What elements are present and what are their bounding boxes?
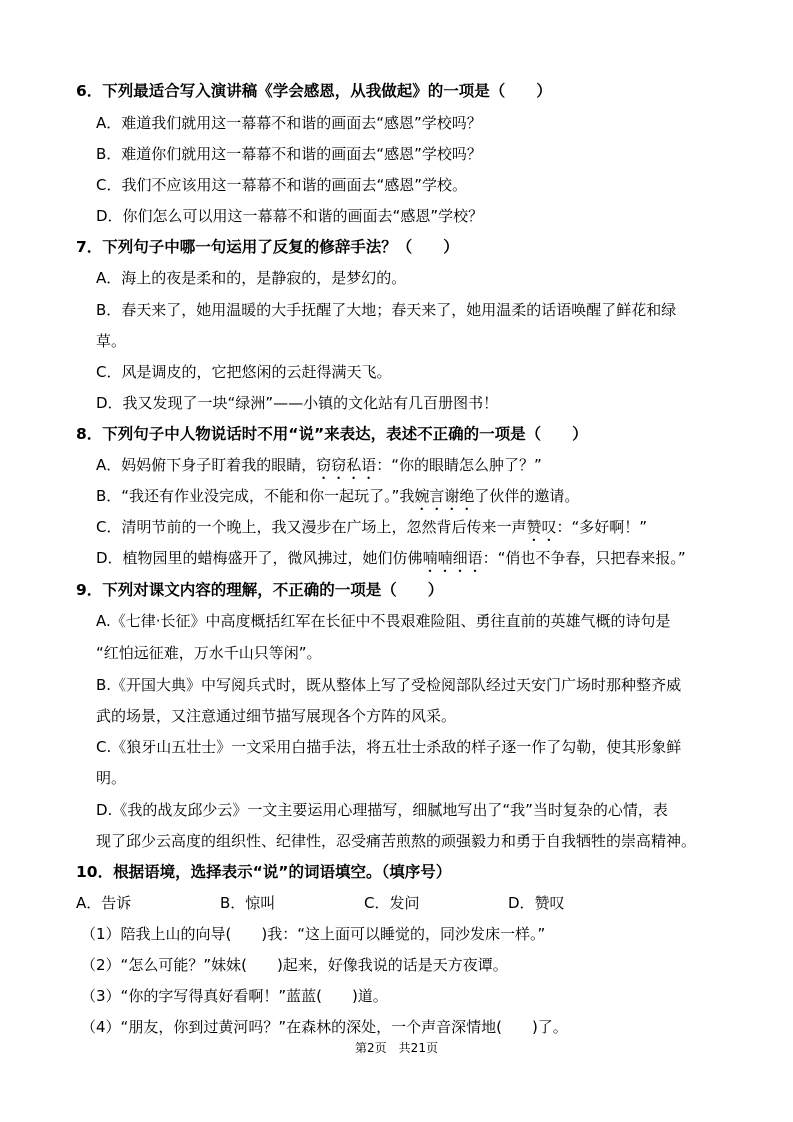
question-7-option-b: B．春天来了，她用温暖的大手抚醒了大地；春天来了，她用温柔的话语唤醒了鲜花和绿 (96, 301, 677, 319)
question-8-title: 8．下列句子中人物说话时不用“说”来表达，表述不正确的一项是（ ） (76, 425, 588, 443)
question-9-option-b-continued: 武的场景，又注意通过细节描写展现各个方阵的风采。 (96, 707, 457, 725)
word-option-b: B．惊叫 (220, 894, 276, 912)
question-9-option-d-continued: 现了邱少云高度的组织性、纪律性，忍受痛苦煎熬的顽强毅力和勇于自我牺牲的崇高精神。 (96, 832, 697, 850)
word-option-d: D．赞叹 (508, 894, 565, 912)
question-7-option-c: C．风是调皮的，它把悠闲的云赶得满天飞。 (96, 363, 392, 381)
question-10-word-options (76, 893, 776, 913)
question-9-option-c: C.《狼牙山五壮士》一文采用白描手法，将五壮士杀敌的样子逐一作了勾勒，使其形象鲜 (96, 738, 682, 756)
question-6-option-b: B．难道你们就用这一幕幕不和谐的画面去“感恩”学校吗？ (96, 145, 482, 163)
question-10-sentence-1: （1）陪我上山的向导( )我：“这上面可以睡觉的，同沙发床一样。” (81, 925, 546, 943)
question-7-option-b-continued: 草。 (96, 332, 127, 350)
question-8-option-a: A．妈妈俯下身子盯着我的眼睛，窃窃私语：“你的眼睛怎么肿了？” (96, 456, 542, 474)
word-option-c: C．发问 (364, 894, 420, 912)
question-10-sentence-3: （3）“你的字写得真好看啊！”蓝蓝( )道。 (81, 987, 388, 1005)
question-9-option-b: B.《开国大典》中写阅兵式时，既从整体上写了受检阅部队经过天安门广场时那种整齐威 (96, 676, 682, 694)
word-option-a: A．告诉 (76, 894, 132, 912)
question-10-sentence-2: （2）“怎么可能？”妹妹( )起来，好像我说的话是天方夜谭。 (81, 956, 508, 974)
question-10-sentence-4: （4）“朋友，你到过黄河吗？”在森林的深处，一个声音深情地( )了。 (81, 1018, 568, 1036)
question-9-option-a: A.《七律·长征》中高度概括红军在长征中不畏艰难险阻、勇往直前的英雄气概的诗句是 (96, 612, 671, 630)
question-7-option-d: D．我又发现了一块“绿洲”——小镇的文化站有几百册图书！ (96, 394, 499, 412)
question-9-title: 9．下列对课文内容的理解，不正确的一项是（ ） (76, 581, 444, 599)
emphasized-word: 婉言谢绝 (414, 487, 475, 505)
question-6-title: 6．下列最适合写入演讲稿《学会感恩，从我做起》的一项是（ ） (76, 82, 552, 100)
question-9-option-c-continued: 明。 (96, 769, 127, 787)
question-10-title: 10．根据语境，选择表示“说”的词语填空。（填序号） (76, 863, 452, 881)
question-9-option-a-continued: “红怕远征难，万水千山只等闲”。 (96, 644, 322, 662)
question-8-option-d: D．植物园里的蜡梅盛开了，微风拂过，她们仿佛喃喃细语：“俏也不争春，只把春来报。” (96, 549, 686, 567)
emphasized-word: 赞叹 (526, 518, 557, 536)
question-9-option-d: D.《我的战友邱少云》一文主要运用心理描写，细腻地写出了“我”当时复杂的心情，表 (96, 801, 668, 819)
question-8-option-c: C．清明节前的一个晚上，我又漫步在广场上，忽然背后传来一声赞叹：“多好啊！” (96, 518, 648, 536)
question-6-option-a: A．难道我们就用这一幕幕不和谐的画面去“感恩”学校吗？ (96, 114, 482, 132)
question-8-option-b: B．“我还有作业没完成，不能和你一起玩了。”我婉言谢绝了伙伴的邀请。 (96, 487, 580, 505)
question-7-option-a: A．海上的夜是柔和的，是静寂的，是梦幻的。 (96, 269, 407, 287)
question-7-title: 7．下列句子中哪一句运用了反复的修辞手法？（ ） (76, 238, 459, 256)
question-6-option-d: D．你们怎么可以用这一幕幕不和谐的画面去“感恩”学校？ (96, 207, 484, 225)
question-6-option-c: C．我们不应该用这一幕幕不和谐的画面去“感恩”学校。 (96, 176, 468, 194)
emphasized-word: 喃喃细语 (422, 549, 483, 567)
page-footer: 第2页 共21页 (355, 1041, 438, 1055)
emphasized-word: 窃窃私语 (316, 456, 377, 474)
